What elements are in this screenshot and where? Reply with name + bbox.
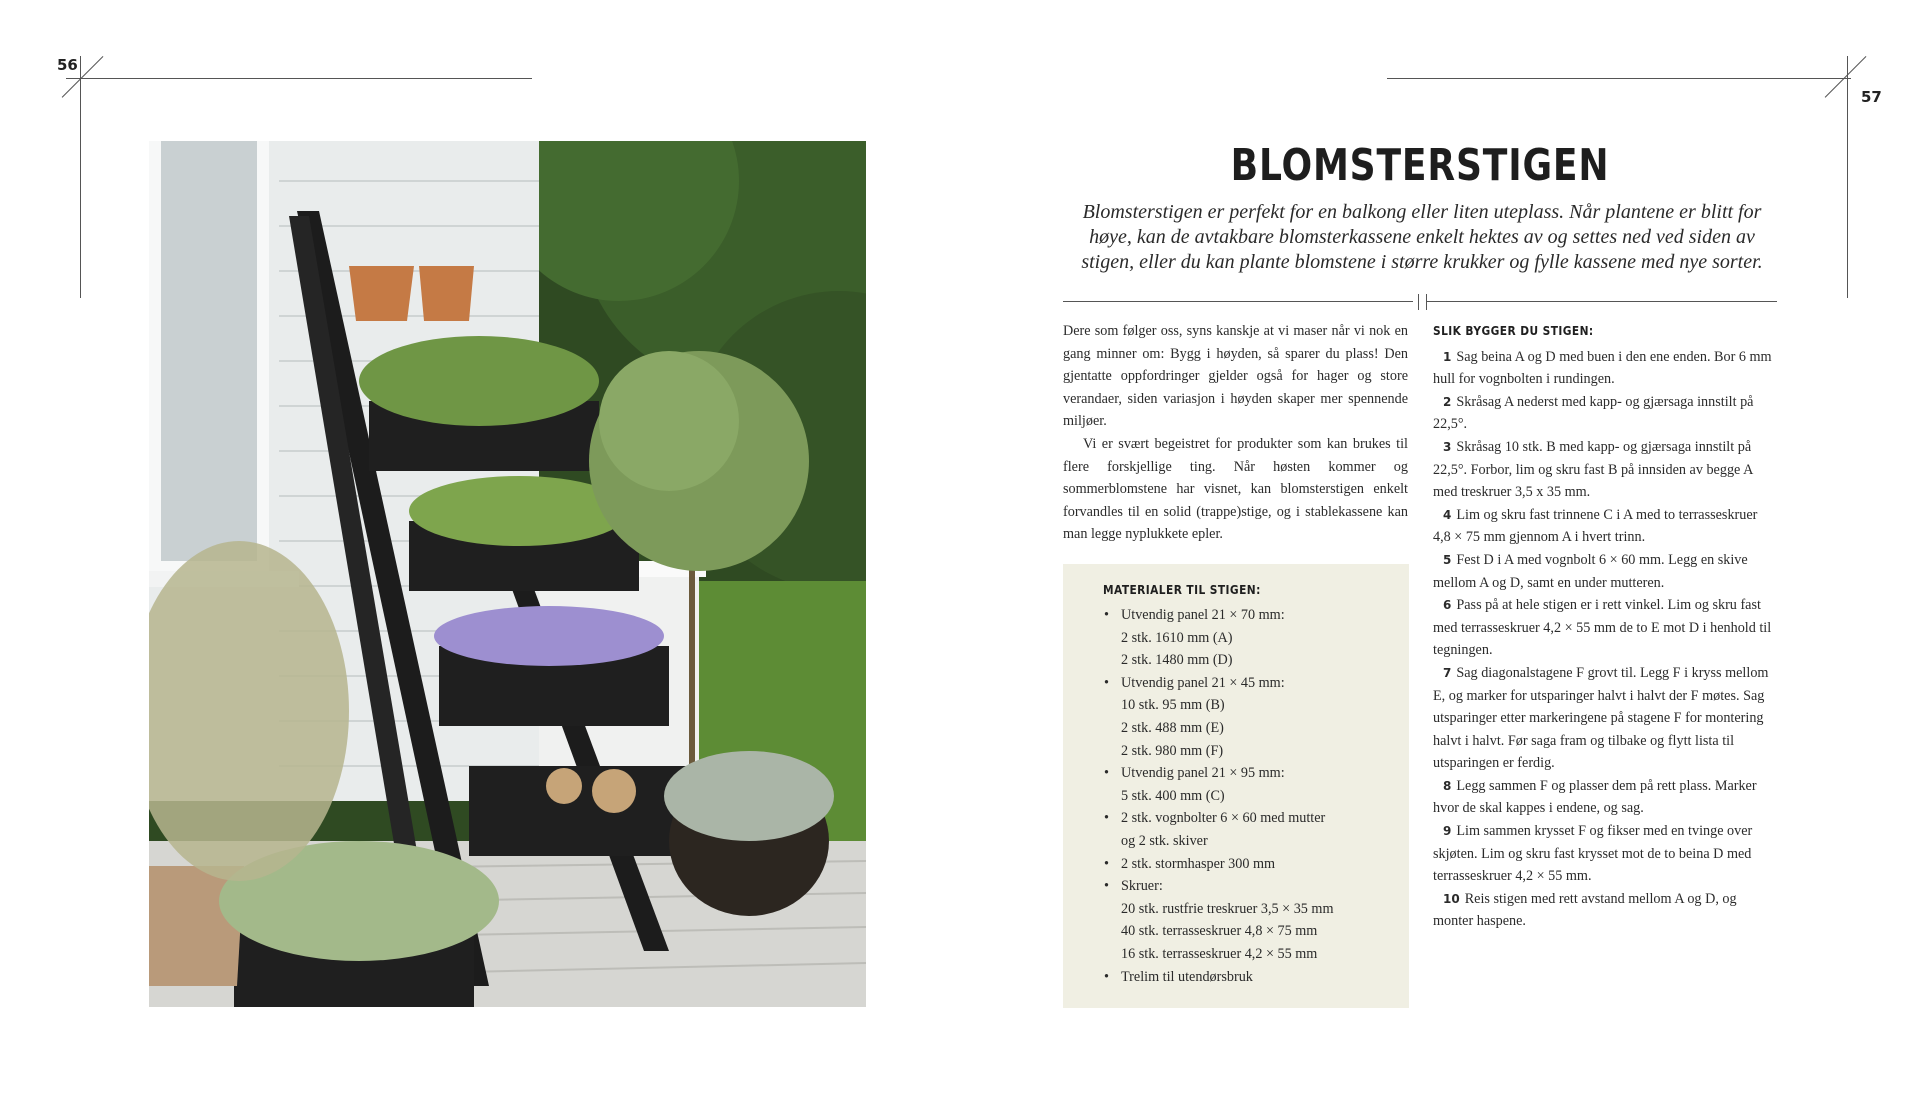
article-title: BLOMSTERSTIGEN [1230,140,1610,191]
step-text: Pass på at hele stigen er i rett vinkel. Lim og skru fast med terrasseskruer 4,2 × 55 mm de to E mot D i henhold til tegningen. [1433,597,1772,659]
page-number-right: 57 [1861,88,1882,106]
instruction-step [1433,391,1773,436]
step-number: 5 [1443,552,1452,567]
step-number: 6 [1443,598,1452,613]
step-text: Skråsag 10 stk. B med kapp- og gjærsaga innstilt på 22,5°. Forbor, lim og skru fast B på innsiden av begge A med treskruer 3,5 x 35 mm. [1433,438,1753,501]
materials-item: • Utvendig panel 21 × 45 mm: [1103,672,1403,695]
materials-item: • Skruer: [1103,875,1403,898]
body-text [1063,320,1408,546]
materials-item: • Utvendig panel 21 × 95 mm: [1103,762,1403,785]
margin-rule-left [80,56,81,298]
column-rule-left [1063,301,1413,302]
step-number: 7 [1443,665,1452,680]
materials-subitem: 2 stk. 1610 mm (A) [1121,629,1233,646]
step-text: Fest D i A med vognbolt 6 × 60 mm. Legg en skive mellom A og D, samt en under mutteren. [1433,551,1748,591]
instruction-step [1433,775,1773,820]
materials-item: • Trelim til utendørsbruk [1103,966,1403,989]
step-number: 4 [1443,507,1452,522]
materials-box [1063,564,1409,1008]
instructions [1433,320,1773,933]
column-divider-tick [1418,294,1419,310]
instruction-step [1433,662,1773,775]
step-text: Sag beina A og D med buen i den ene enden. Bor 6 mm hull for vognbolten i rundingen. [1433,348,1772,388]
materials-heading: MATERIALER TIL STIGEN: [1103,582,1261,597]
materials-subitem: 20 stk. rustfrie treskruer 3,5 × 35 mm [1121,900,1334,917]
ladder-planter-photo [149,141,866,1007]
step-text: Lim og skru fast trinnene C i A med to terrasseskruer 4,8 × 75 mm gjennom A i hvert trinn. [1433,506,1758,546]
step-number: 3 [1443,439,1452,454]
materials-subitem: 16 stk. terrasseskruer 4,2 × 55 mm [1121,945,1318,962]
column-rule-right [1427,301,1777,302]
instructions-heading: SLIK BYGGER DU STIGEN: [1433,323,1594,338]
materials-item: • Utvendig panel 21 × 70 mm: [1103,604,1403,627]
step-text: Sag diagonalstagene F grovt til. Legg F i kryss mellom E, og marker for utsparinger halvt i halvt der F møtes. Sag utsparinger etter markeringene på stagene F for montering halvt i halvt. Før saga fram og tilbake og flytt lista til utsparingen er ferdig. [1433,664,1769,772]
page-number-left: 56 [57,56,78,74]
materials-list [1103,604,1403,988]
article-intro: Blomsterstigen er perfekt for en balkong eller liten uteplass. Når plantene er blitt for høye, kan de avtakbare blomsterkassene enkelt hektes av og settes ned ved siden av stigen, eller du kan plante blomstene i større krukker og fylle kassene med nye sorter. [1081,201,1763,273]
materials-item: • 2 stk. vognbolter 6 × 60 med mutter [1103,807,1403,830]
materials-subitem: 5 stk. 400 mm (C) [1121,787,1225,804]
header-rule-right [1387,78,1851,79]
step-number: 9 [1443,824,1452,839]
materials-subitem: 2 stk. 980 mm (F) [1121,742,1224,759]
materials-subitem: 40 stk. terrasseskruer 4,8 × 75 mm [1121,923,1318,940]
instruction-step [1433,346,1773,391]
instruction-step [1433,888,1773,933]
instruction-step [1433,820,1773,888]
step-text: Reis stigen med rett avstand mellom A og D, og monter haspene. [1433,890,1737,930]
step-text: Lim sammen krysset F og fikser med en tvinge over skjøten. Lim og skru fast krysset mot de to beina D med terrasseskruer 4,2 × 55 mm. [1433,823,1753,885]
body-paragraph: Vi er svært begeistret for produkter som kan brukes til flere forskjellige ting. Når høsten kommer og sommerblomstene har visnet, kan blomsterstigen enkelt forvandles til en solid (trappe)stige, og i stablekassene kan man legge nyplukkete epler. [1063,435,1408,543]
step-text: Legg sammen F og plasser dem på rett plass. Marker hvor de skal kappes i endene, og sag. [1433,777,1757,817]
materials-subitem: 2 stk. 488 mm (E) [1121,719,1224,736]
step-number: 2 [1443,394,1452,409]
step-number: 1 [1443,349,1452,364]
materials-subitem: 2 stk. 1480 mm (D) [1121,652,1233,669]
instruction-step [1433,504,1773,549]
instruction-step [1433,594,1773,662]
step-text: Skråsag A nederst med kapp- og gjærsaga innstilt på 22,5°. [1433,393,1754,433]
header-rule-left [66,78,532,79]
materials-subitem: og 2 stk. skiver [1121,832,1208,849]
step-number: 10 [1443,891,1460,906]
materials-subitem: 10 stk. 95 mm (B) [1121,697,1225,714]
body-paragraph: Dere som følger oss, syns kanskje at vi maser når vi nok en gang minner om: Bygg i høyden, så sparer du plass! Den gjentatte oppfordringer gjelder også for hager og store verandaer, siden variasjon i høyden skaper mer spennende miljøer. [1063,323,1408,430]
instruction-step [1433,436,1773,504]
instruction-step [1433,549,1773,594]
step-number: 8 [1443,778,1452,793]
margin-rule-right [1847,56,1848,298]
materials-item: • 2 stk. stormhasper 300 mm [1103,853,1403,876]
